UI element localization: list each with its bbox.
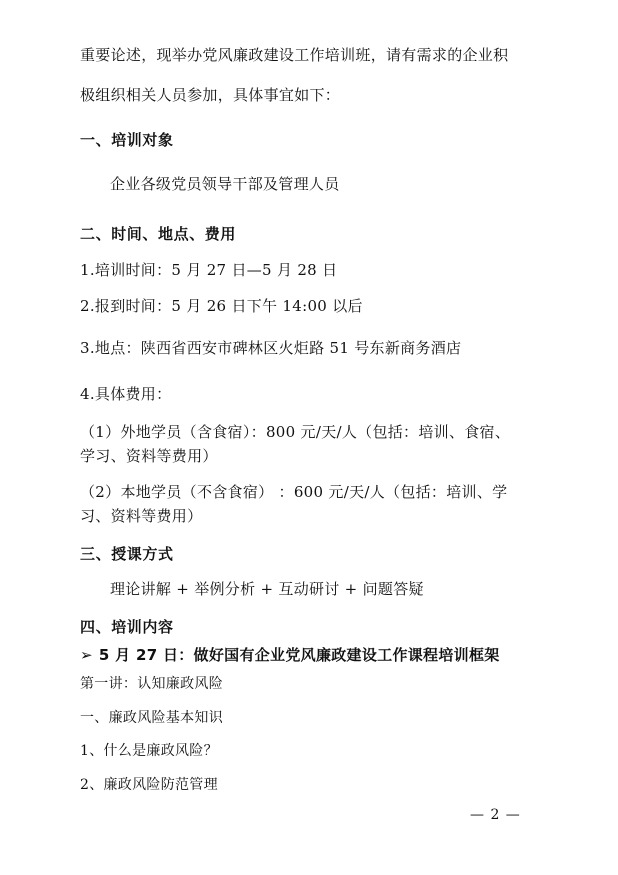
- section-heading-training-content: 四、培训内容: [80, 618, 174, 636]
- section-heading-teaching-method: 三、授课方式: [80, 545, 174, 563]
- bullet-day1: [80, 645, 500, 665]
- section-heading-training-target: 一、培训对象: [80, 131, 174, 149]
- training-time: 1.培训时间：5 月 27 日—5 月 28 日: [80, 261, 338, 279]
- section-heading-time-place-fee: 二、时间、地点、费用: [80, 225, 237, 243]
- arrow-bullet-icon: ➢: [80, 646, 93, 664]
- item-what-is-risk: 1、什么是廉政风险？: [80, 743, 218, 759]
- fee-heading: 4.具体费用：: [80, 385, 172, 403]
- fee-local-line-2: 习、资料等费用）: [80, 507, 203, 525]
- fee-non-local-line-1: （1）外地学员（含食宿）：800 元/天/人（包括：培训、食宿、: [80, 423, 511, 441]
- fee-non-local-line-2: 学习、资料等费用）: [80, 447, 218, 465]
- fee-local-line-1: （2）本地学员（不含食宿） ：600 元/天/人（包括：培训、学: [80, 483, 508, 501]
- bullet-day1-text: 5 月 27 日：做好国有企业党风廉政建设工作课程培训框架: [98, 646, 500, 664]
- training-target-content: 企业各级党员领导干部及管理人员: [110, 175, 340, 193]
- teaching-method-content: 理论讲解 + 举例分析 + 互动研讨 + 问题答疑: [110, 580, 424, 598]
- item-risk-management: 2、廉政风险防范管理: [80, 777, 218, 793]
- registration-time: 2.报到时间：5 月 26 日下午 14:00 以后: [80, 297, 363, 315]
- lecture-one: 第一讲：认知廉政风险: [80, 676, 223, 692]
- page-number: — 2 —: [470, 807, 521, 823]
- intro-line-2: 极组织相关人员参加，具体事宜如下：: [80, 86, 341, 104]
- location: 3.地点：陕西省西安市碑林区火炬路 51 号东新商务酒店: [80, 339, 462, 357]
- subsection-basics: 一、廉政风险基本知识: [80, 710, 223, 726]
- intro-line-1: 重要论述，现举办党风廉政建设工作培训班，请有需求的企业积: [80, 46, 509, 64]
